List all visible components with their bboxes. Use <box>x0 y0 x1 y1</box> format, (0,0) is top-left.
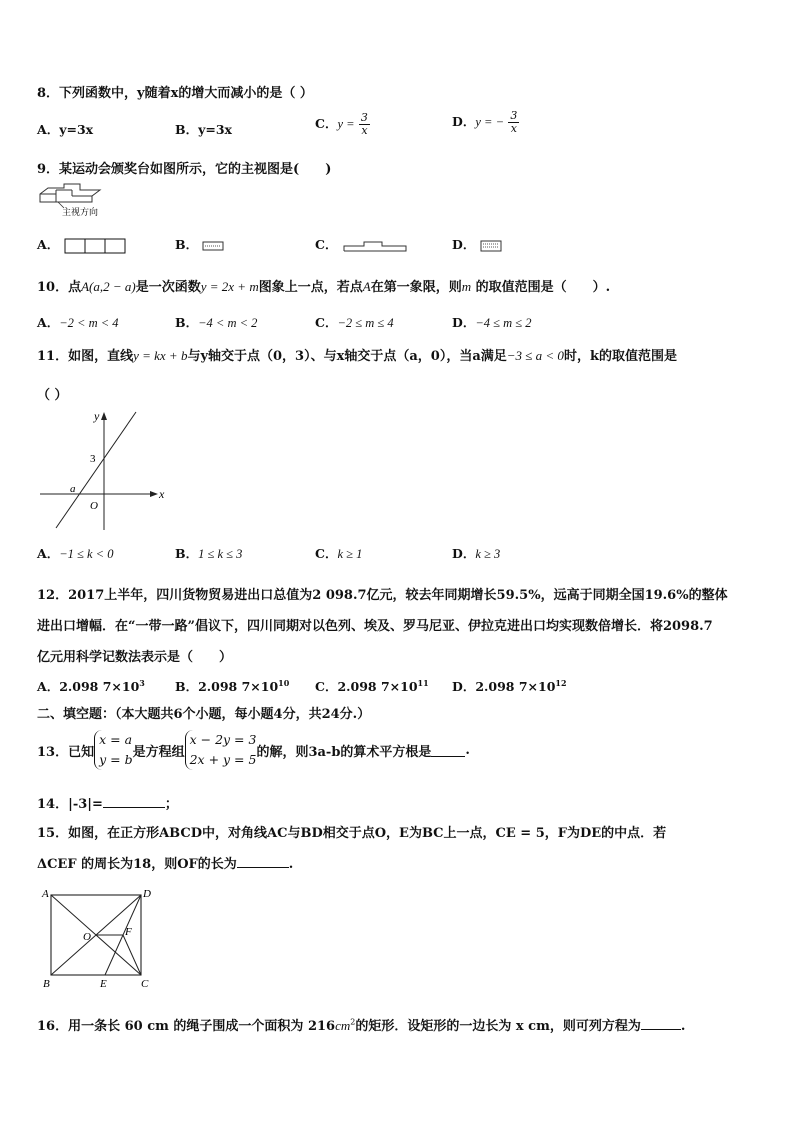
q11-option-c: C．k ≥ 1 <box>315 546 363 561</box>
q11-graph <box>36 408 166 536</box>
graph-y-label: y <box>94 409 100 423</box>
q8-stem: 8．下列函数中，y随着x的增大而减小的是（ ） <box>37 86 313 101</box>
q12-option-b: B．2.098 $7\times 10^{10}$ <box>175 677 290 694</box>
q9-b-shape <box>202 240 224 252</box>
q9-stem: 9．某运动会颁奖台如图所示，它的主视图是( ) <box>37 162 332 177</box>
q15-answer-blank[interactable] <box>237 855 289 868</box>
q12-option-c: C．2.098 $7\times 10^{11}$ <box>315 677 429 694</box>
label-C: C <box>141 978 149 990</box>
label-B: B <box>43 978 50 990</box>
q11-option-d: D．k ≥ 3 <box>452 546 501 561</box>
q10-option-a: A．−2 < m < 4 <box>37 315 119 330</box>
q9-option-c: C． <box>315 235 408 253</box>
q11-option-b: B．1 ≤ k ≤ 3 <box>175 546 243 561</box>
q16-answer-blank[interactable] <box>641 1017 681 1030</box>
label-O: O <box>83 931 91 943</box>
q9-option-d: D． <box>452 235 502 253</box>
q12-option-a: A．2.098 $7\times 10^3$ <box>37 677 145 694</box>
q13-stem: 13．已知 x = a y = b 是方程组 x − 2y = 3 2x + y = 5 的解，则3a-b的算术平方根是 . <box>37 730 470 770</box>
q13-answer-blank[interactable] <box>431 744 465 757</box>
q12-option-d: D．2.098 $7\times 10^{12}$ <box>452 677 567 694</box>
q10-option-d: D．−4 ≤ m ≤ 2 <box>452 315 532 330</box>
graph-x-label: x <box>159 487 165 501</box>
q8-option-d: D．y = − $\frac{3}{x}$ <box>452 109 518 135</box>
q12-line-2: 进出口增幅．在“一带一路”倡议下，四川同期对以色列、埃及、罗马尼亚、伊拉克进出口均实现数倍增长．将2098.7 <box>37 619 713 634</box>
label-D: D <box>143 888 151 900</box>
label-E: E <box>100 978 107 990</box>
q9-c-shape <box>342 239 408 253</box>
q10-stem: 10．点A(a,2 − a)是一次函数y = 2x + m图象上一点，若点A在第一象限，则m 的取值范围是（ ）. <box>37 279 611 295</box>
label-F: F <box>125 926 132 938</box>
q8-option-b: B．y=3x <box>175 122 232 137</box>
q11-stem: 11．如图，直线y = kx + b与y轴交于点（0，3）、与x轴交于点（a，0），当a满足−3 ≤ a < 0时，k的取值范围是 <box>37 348 677 364</box>
q9-option-a: A． <box>37 235 126 254</box>
q15-line-2: ΔCEF 的周长为18，则OF的长为 . <box>37 857 294 872</box>
label-A: A <box>42 888 49 900</box>
q14-stem: 14．|-3|= ； <box>37 797 178 812</box>
graph-a-label: a <box>70 483 76 495</box>
q11-option-a: A．−1 ≤ k < 0 <box>37 546 114 561</box>
podium-caption: 主视方向 <box>62 207 99 217</box>
q13-system-2: x − 2y = 3 2x + y = 5 <box>185 730 257 770</box>
graph-three-label: 3 <box>90 453 96 465</box>
q15-square-figure <box>38 886 158 992</box>
q13-system-1: x = a y = b <box>94 730 132 770</box>
section-heading: 二、填空题：（本大题共6个小题，每小题4分，共24分.） <box>37 707 371 722</box>
q12-line-1: 12．2017上半年，四川货物贸易进出口总值为2 098.7亿元，较去年同期增长59.5%，远高于同期全国19.6%的整体 <box>37 588 728 603</box>
q9-option-b: B． <box>175 235 224 253</box>
graph-o-label: O <box>90 500 98 512</box>
q8-option-c: C．y = $\frac{3}{x}$ <box>315 111 368 137</box>
q8-option-a: A．y=3x <box>37 122 94 137</box>
q10-option-b: B．−4 < m < 2 <box>175 315 258 330</box>
q9-a-shape <box>64 238 126 254</box>
q12-line-3: 亿元用科学记数法表示是（ ） <box>37 650 233 665</box>
q9-d-shape <box>480 240 502 252</box>
q10-option-c: C．−2 ≤ m ≤ 4 <box>315 315 394 330</box>
q15-line-1: 15．如图，在正方形ABCD中，对角线AC与BD相交于点O，E为BC上一点，CE = 5，F为DE的中点．若 <box>37 826 667 841</box>
podium-figure <box>36 182 116 218</box>
q14-answer-blank[interactable] <box>103 795 165 808</box>
q16-stem: 16．用一条长 60 cm 的绳子围成一个面积为 $216cm^2$的矩形．设矩形的一边长为 x cm，则可列方程为 . <box>37 1017 686 1034</box>
q11-stem-paren: （ ） <box>37 388 68 403</box>
